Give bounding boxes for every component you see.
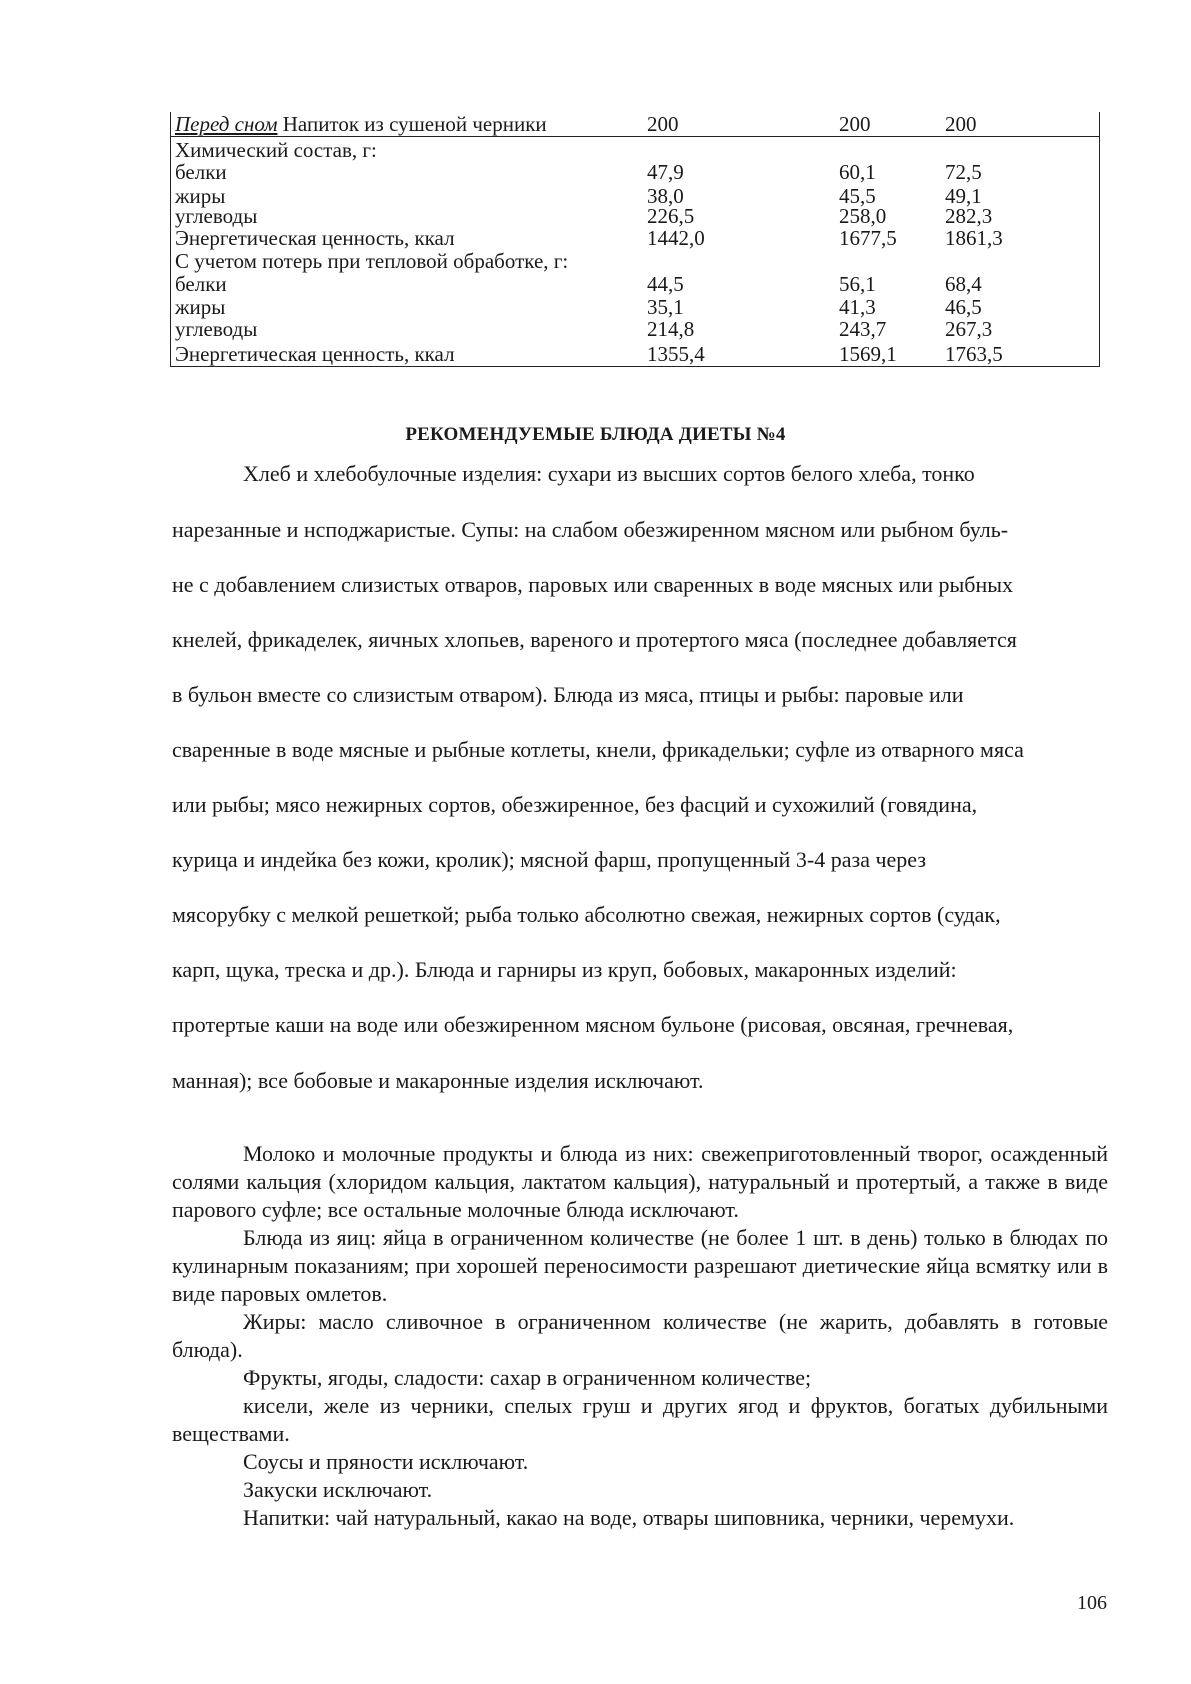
header-value-2: 200 bbox=[839, 112, 871, 136]
row-label: жиры bbox=[175, 184, 226, 208]
body-line: в бульон вместе со слизистым отваром). Блюда из мяса, птицы и рыбы: паровые или bbox=[172, 682, 964, 707]
row-label: С учетом потерь при тепловой обработке, г: bbox=[175, 249, 569, 273]
row-value-2: 1569,1 bbox=[839, 342, 897, 366]
body-line: манная); все бобовые и макаронные изделия исключают. bbox=[172, 1068, 704, 1093]
nutrition-table bbox=[170, 112, 1100, 367]
row-value-3: 49,1 bbox=[945, 184, 982, 208]
body-line: или рыбы; мясо нежирных сортов, обезжиренное, без фасций и сухожилий (говядина, bbox=[172, 792, 978, 817]
row-value-2: 45,5 bbox=[839, 184, 876, 208]
header-label-italic: Перед сном bbox=[175, 112, 278, 136]
row-value-2: 243,7 bbox=[839, 317, 887, 341]
row-value-3: 267,3 bbox=[945, 317, 993, 341]
table-row bbox=[171, 272, 1099, 296]
table-row bbox=[171, 295, 1099, 319]
body-line: нарезанные и нсподжаристые. Супы: на слабом обезжиренном мясном или рыбном буль- bbox=[172, 517, 1009, 542]
table-row bbox=[171, 138, 1099, 162]
row-value-1: 1442,0 bbox=[647, 226, 705, 250]
page-number: 106 bbox=[1077, 1592, 1107, 1614]
body-line: кнелей, фрикаделек, яичных хлопьев, вареного и протертого мяса (последнее добавляется bbox=[172, 627, 1017, 652]
row-value-1: 35,1 bbox=[647, 295, 684, 319]
body-line: мясорубку с мелкой решеткой; рыба только абсолютно свежая, нежирных сортов (судак, bbox=[172, 902, 1001, 927]
row-value-2: 60,1 bbox=[839, 160, 876, 184]
row-label: жиры bbox=[175, 295, 226, 319]
body-line: протертые каши на воде или обезжиренном мясном бульоне (рисовая, овсяная, гречневая, bbox=[172, 1012, 1014, 1037]
header-value-1: 200 bbox=[647, 112, 679, 136]
row-value-3: 1763,5 bbox=[945, 342, 1003, 366]
row-label: белки bbox=[175, 160, 227, 184]
header-value-3: 200 bbox=[945, 112, 977, 136]
header-label bbox=[175, 112, 547, 136]
row-value-2: 56,1 bbox=[839, 272, 876, 296]
paragraph-drinks: Напитки: чай натуральный, какао на воде, отвары шиповника, черники, черемухи. bbox=[243, 1505, 1015, 1530]
body-line: Хлеб и хлебобулочные изделия: сухари из высших сортов белого хлеба, тонко bbox=[243, 461, 975, 486]
paragraph-dairy: Молоко и молочные продукты и блюда из них: свежеприготовленный творог, осажденный солями кальция (хлоридом кальция, лактатом кальция), натуральный и протертый, а также в виде парового суфле; все остальные молочные блюда исключают. bbox=[172, 1141, 1108, 1222]
body-line: курица и индейка без кожи, кролик); мясной фарш, пропущенный 3-4 раза через bbox=[172, 847, 927, 872]
table-row bbox=[171, 160, 1099, 184]
row-value-2: 258,0 bbox=[839, 204, 887, 228]
paragraph-sauces: Соусы и пряности исключают. bbox=[243, 1449, 529, 1474]
header-label-rest: Напиток из сушеной черники bbox=[277, 112, 547, 136]
row-value-3: 68,4 bbox=[945, 272, 982, 296]
row-value-1: 1355,4 bbox=[647, 342, 705, 366]
row-value-3: 46,5 bbox=[945, 295, 982, 319]
row-label: Энергетическая ценность, ккал bbox=[175, 226, 455, 250]
paragraph-kissel: кисели, желе из черники, спелых груш и других ягод и фруктов, богатых дубильными веществами. bbox=[172, 1393, 1108, 1446]
table-row bbox=[171, 226, 1099, 250]
section-heading: РЕКОМЕНДУЕМЫЕ БЛЮДА ДИЕТЫ №4 bbox=[405, 424, 786, 445]
table-row bbox=[171, 249, 1099, 273]
recommendations-block bbox=[172, 1140, 1108, 1532]
row-value-1: 214,8 bbox=[647, 317, 695, 341]
table-row bbox=[171, 204, 1099, 228]
row-value-1: 44,5 bbox=[647, 272, 684, 296]
row-value-3: 72,5 bbox=[945, 160, 982, 184]
row-label: углеводы bbox=[175, 317, 258, 341]
row-value-1: 38,0 bbox=[647, 184, 684, 208]
row-label: белки bbox=[175, 272, 227, 296]
row-label: Химический состав, г: bbox=[175, 138, 377, 162]
body-line: сваренные в воде мясные и рыбные котлеты, кнели, фрикадельки; суфле из отварного мяса bbox=[172, 737, 1024, 762]
table-row bbox=[171, 342, 1099, 366]
row-value-1: 47,9 bbox=[647, 160, 684, 184]
row-value-2: 41,3 bbox=[839, 295, 876, 319]
paragraph-fruits: Фрукты, ягоды, сладости: сахар в ограниченном количестве; bbox=[243, 1365, 812, 1390]
body-line: карп, щука, треска и др.). Блюда и гарниры из круп, бобовых, макаронных изделий: bbox=[172, 957, 957, 982]
table-header-row bbox=[171, 112, 1099, 137]
paragraph-fats: Жиры: масло сливочное в ограниченном количестве (не жарить, добавлять в готовые блюда). bbox=[172, 1309, 1108, 1362]
row-value-3: 1861,3 bbox=[945, 226, 1003, 250]
row-value-2: 1677,5 bbox=[839, 226, 897, 250]
paragraph-eggs: Блюда из яиц: яйца в ограниченном количестве (не более 1 шт. в день) только в блюдах по кулинарным показаниям; при хорошей переносимости разрешают диетические яйца всмятку или в виде паровых омлетов. bbox=[172, 1225, 1108, 1306]
row-label: углеводы bbox=[175, 204, 258, 228]
row-label: Энергетическая ценность, ккал bbox=[175, 342, 455, 366]
body-line: не с добавлением слизистых отваров, паровых или сваренных в воде мясных или рыбных bbox=[172, 572, 1014, 597]
row-value-3: 282,3 bbox=[945, 204, 993, 228]
paragraph-snacks: Закуски исключают. bbox=[243, 1477, 433, 1502]
table-row bbox=[171, 317, 1099, 341]
row-value-1: 226,5 bbox=[647, 204, 695, 228]
